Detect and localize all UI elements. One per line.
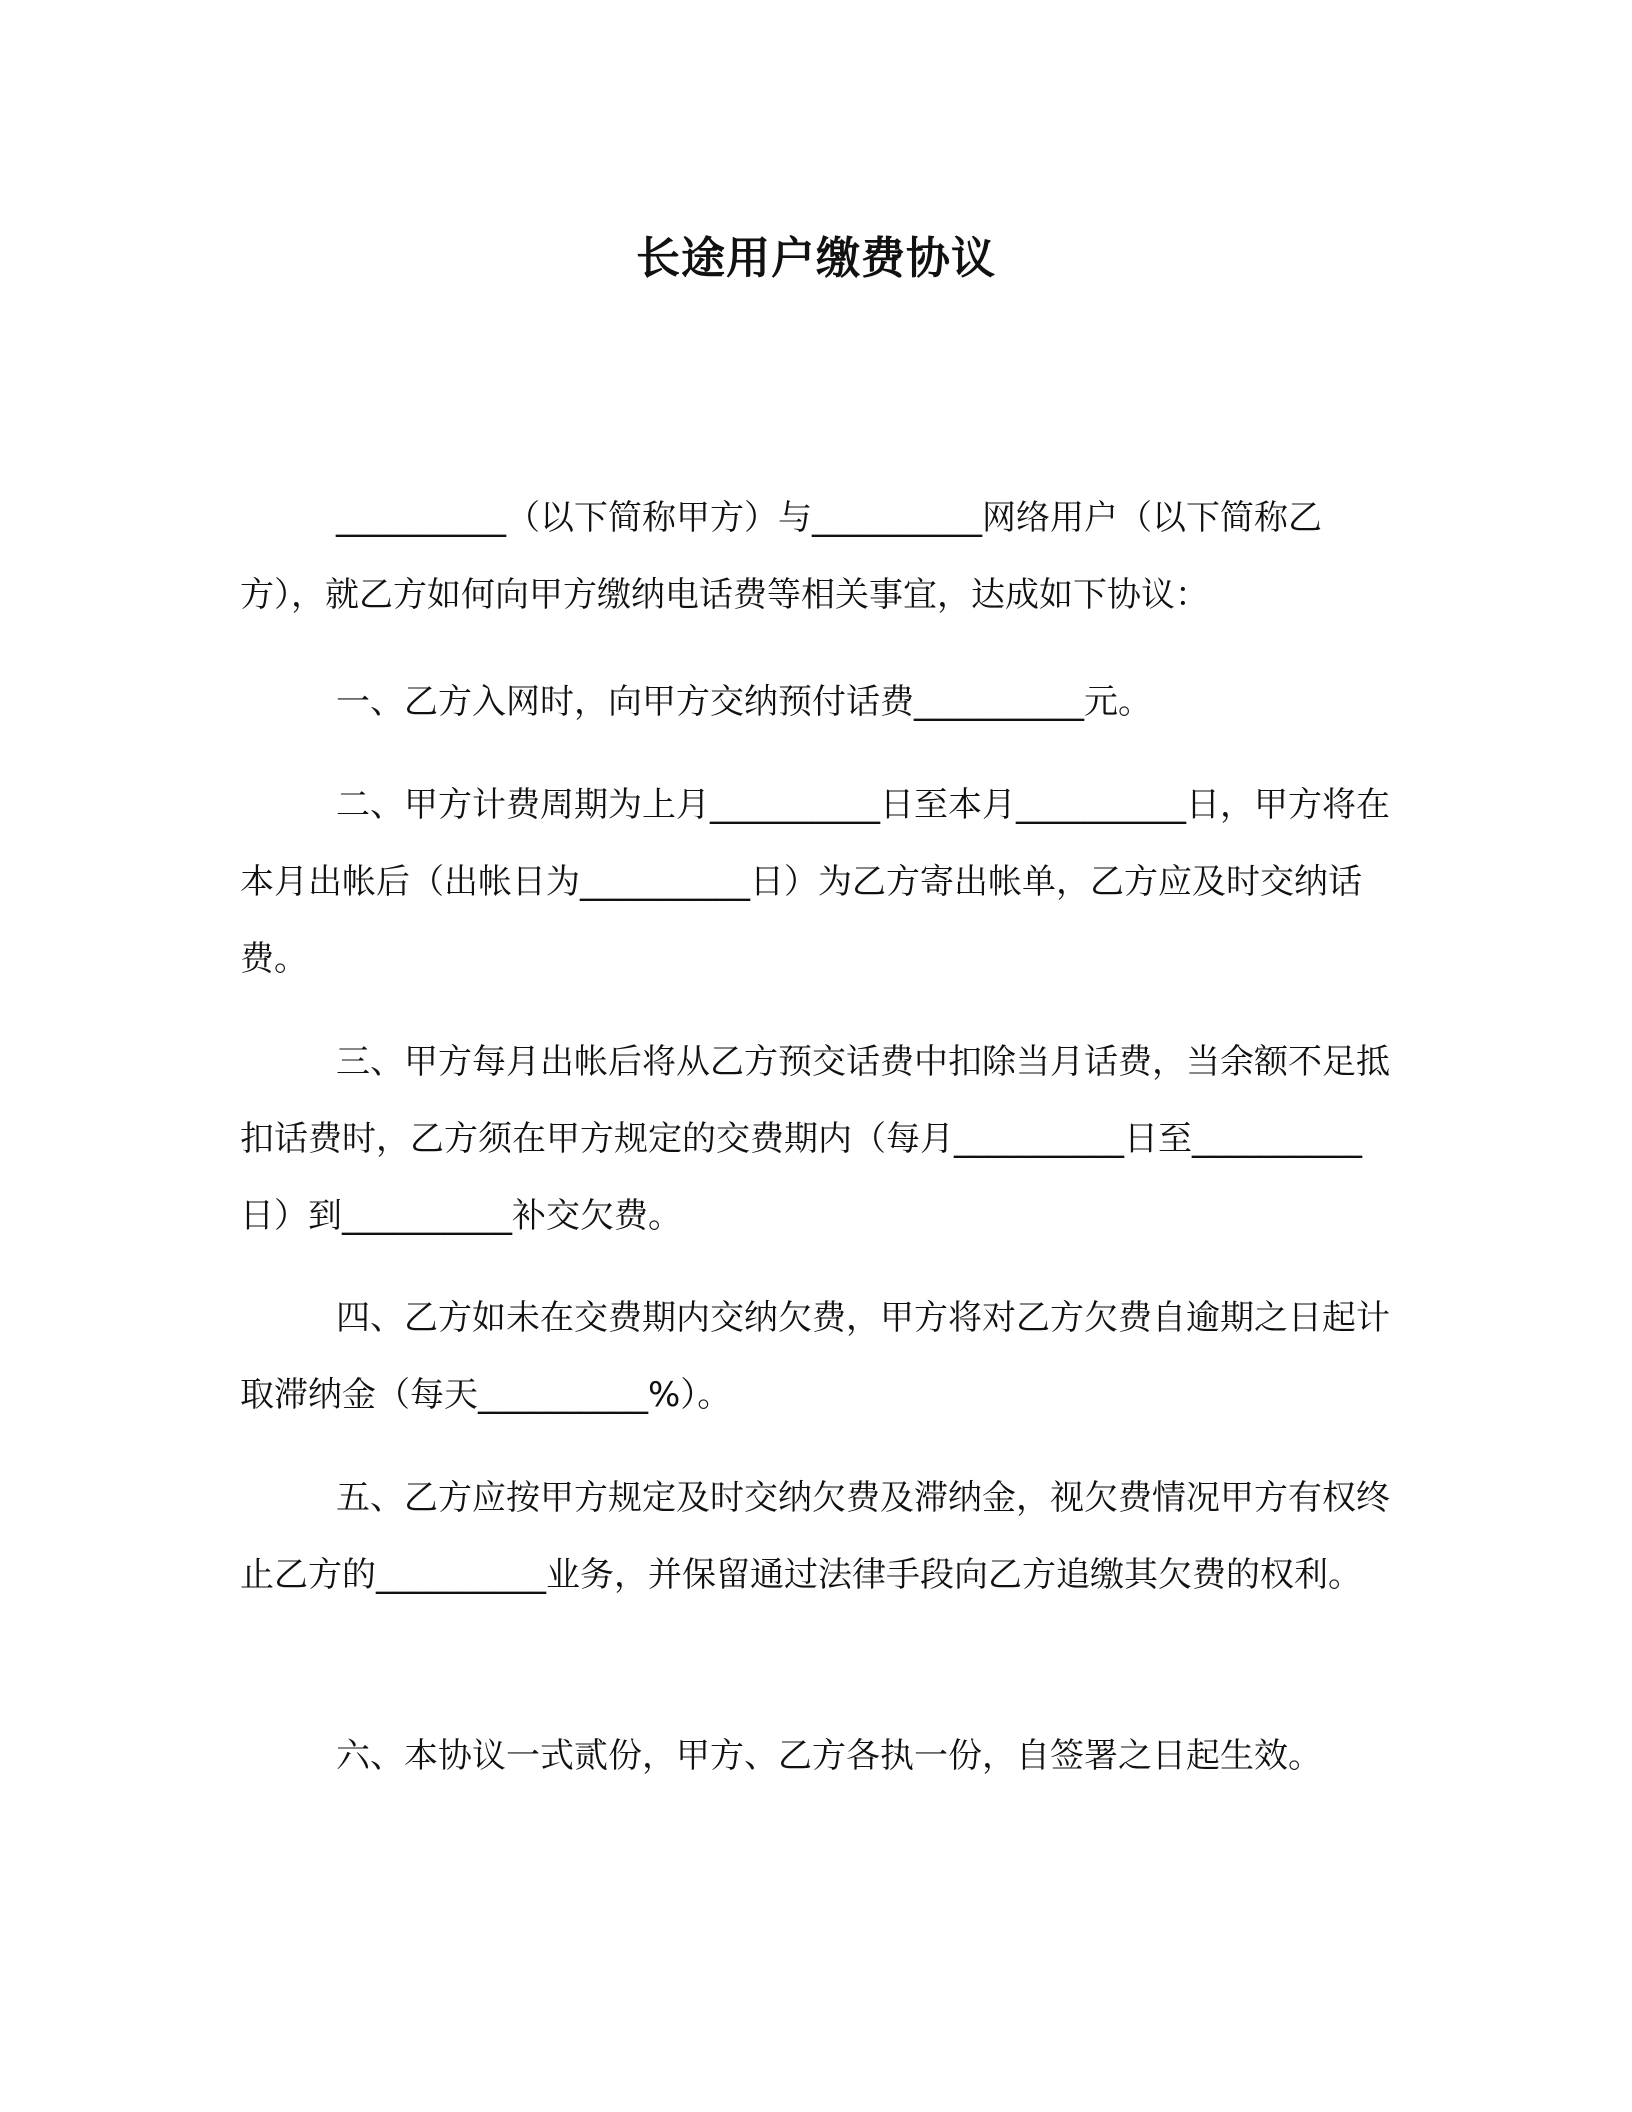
clause-4: 四、乙方如未在交费期内交纳欠费，甲方将对乙方欠费自逾期之日起计取滞纳金（每天__________%）。 xyxy=(240,1298,1390,1415)
document-title: 长途用户缴费协议 xyxy=(636,233,996,284)
clause-1: 一、乙方入网时，向甲方交纳预付话费__________元。 xyxy=(336,682,1152,722)
intro-paragraph: __________（以下简称甲方）与__________网络用户（以下简称乙方），就乙方如何向甲方缴纳电话费等相关事宜，达成如下协议： xyxy=(240,498,1322,615)
clause-5: 五、乙方应按甲方规定及时交纳欠费及滞纳金，视欠费情况甲方有权终止乙方的__________业务，并保留通过法律手段向乙方追缴其欠费的权利。 xyxy=(240,1478,1390,1595)
clause-6: 六、本协议一式贰份，甲方、乙方各执一份，自签署之日起生效。 xyxy=(336,1736,1322,1776)
clause-2: 二、甲方计费周期为上月__________日至本月__________日，甲方将在本月出帐后（出帐日为__________日）为乙方寄出帐单，乙方应及时交纳话费。 xyxy=(240,785,1390,979)
clause-3: 三、甲方每月出帐后将从乙方预交话费中扣除当月话费，当余额不足抵扣话费时，乙方须在甲方规定的交费期内（每月__________日至__________日）到__________补交欠费。 xyxy=(240,1042,1390,1236)
